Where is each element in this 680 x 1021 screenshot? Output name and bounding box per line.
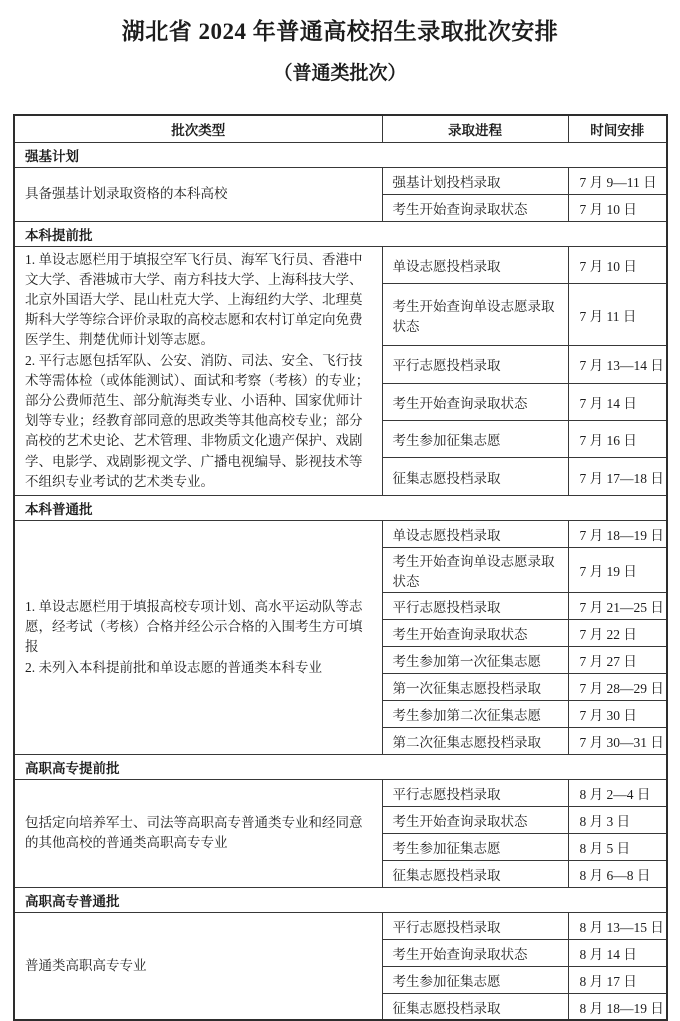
time-cell: 7 月 14 日 (568, 383, 667, 420)
batch-description (14, 520, 382, 754)
column-header-time: 时间安排 (568, 115, 667, 142)
time-cell: 8 月 18—19 日 (568, 993, 667, 1020)
section-header-row (14, 887, 667, 912)
section-header-row (14, 754, 667, 779)
description-paragraph: 1. 单设志愿栏用于填报空军飞行员、海军飞行员、香港中文大学、香港城市大学、南方科技大学、上海科技大学、北京外国语大学、昆山杜克大学、上海纽约大学、北理莫斯科大学等综合评价录取的高校志愿和农村订单定向免费医学生、荆楚优师计划等志愿。 (25, 251, 363, 348)
time-cell: 7 月 22 日 (568, 619, 667, 646)
time-cell: 7 月 10 日 (568, 194, 667, 221)
process-cell: 考生参加征集志愿 (382, 833, 568, 860)
section-header-row (14, 142, 667, 167)
process-cell: 征集志愿投档录取 (382, 860, 568, 887)
time-cell: 7 月 28—29 日 (568, 673, 667, 700)
process-cell: 第一次征集志愿投档录取 (382, 673, 568, 700)
time-cell: 7 月 19 日 (568, 547, 667, 592)
time-cell: 7 月 27 日 (568, 646, 667, 673)
time-cell: 7 月 17—18 日 (568, 458, 667, 495)
description-paragraph: 2. 平行志愿包括军队、公安、消防、司法、安全、飞行技术等需体检（或体能测试）、面试和考察（考核）的专业；部分公费师范生、部分航海类专业、小语种、国家优师计划等专业；经教育部同意的思政类等其他高校专业；部分高校的艺术史论、艺术管理、非物质文化遗产保护、戏剧学、电影学、戏剧影视文学、广播电视编导、影视技术等不组织专业考试的艺术类专业。 (25, 352, 370, 489)
time-cell: 7 月 18—19 日 (568, 520, 667, 547)
process-cell: 平行志愿投档录取 (382, 912, 568, 939)
description-paragraph: 包括定向培养军士、司法等高职高专普通类专业和经同意的其他高校的普通类高职高专专业 (25, 815, 363, 851)
time-cell: 7 月 11 日 (568, 283, 667, 345)
time-cell: 7 月 30—31 日 (568, 727, 667, 754)
column-header-batch-type: 批次类型 (14, 115, 382, 142)
description-paragraph: 2. 未列入本科提前批和单设志愿的普通类本科专业 (25, 659, 322, 675)
time-cell: 7 月 16 日 (568, 421, 667, 458)
section-header-row (14, 495, 667, 520)
process-cell: 考生开始查询单设志愿录取状态 (382, 547, 568, 592)
time-cell: 8 月 2—4 日 (568, 779, 667, 806)
batch-description (14, 167, 382, 221)
table-row (14, 246, 667, 283)
time-cell: 8 月 17 日 (568, 966, 667, 993)
process-cell: 考生开始查询录取状态 (382, 939, 568, 966)
batch-description (14, 246, 382, 495)
process-cell: 平行志愿投档录取 (382, 346, 568, 383)
description-paragraph: 1. 单设志愿栏用于填报高校专项计划、高水平运动队等志愿，经考试（考核）合格并经公示合格的入围考生方可填报 (25, 599, 363, 655)
process-cell: 强基计划投档录取 (382, 167, 568, 194)
process-cell: 征集志愿投档录取 (382, 458, 568, 495)
table-row (14, 520, 667, 547)
batch-schedule-table (13, 114, 668, 1021)
time-cell: 7 月 30 日 (568, 700, 667, 727)
page-subtitle: （普通类批次） (273, 63, 407, 84)
table-row (14, 167, 667, 194)
section-header-row (14, 221, 667, 246)
process-cell: 平行志愿投档录取 (382, 592, 568, 619)
time-cell: 7 月 21—25 日 (568, 592, 667, 619)
process-cell: 考生参加第二次征集志愿 (382, 700, 568, 727)
description-paragraph: 具备强基计划录取资格的本科高校 (25, 185, 228, 201)
process-cell: 单设志愿投档录取 (382, 520, 568, 547)
time-cell: 7 月 10 日 (568, 246, 667, 283)
section-title: 本科普通批 (14, 495, 667, 520)
batch-description (14, 912, 382, 1020)
process-cell: 考生开始查询单设志愿录取状态 (382, 283, 568, 345)
process-cell: 考生参加征集志愿 (382, 421, 568, 458)
time-cell: 8 月 3 日 (568, 806, 667, 833)
batch-description (14, 779, 382, 887)
time-cell: 8 月 5 日 (568, 833, 667, 860)
page-title: 湖北省 2024 年普通高校招生录取批次安排 (121, 19, 559, 44)
process-cell: 考生参加第一次征集志愿 (382, 646, 568, 673)
time-cell: 8 月 14 日 (568, 939, 667, 966)
section-title: 高职高专普通批 (14, 887, 667, 912)
process-cell: 考生开始查询录取状态 (382, 383, 568, 420)
column-header-process: 录取进程 (382, 115, 568, 142)
process-cell: 第二次征集志愿投档录取 (382, 727, 568, 754)
time-cell: 7 月 13—14 日 (568, 346, 667, 383)
table-row (14, 779, 667, 806)
description-paragraph: 普通类高职高专专业 (25, 958, 147, 974)
section-title: 高职高专提前批 (14, 754, 667, 779)
time-cell: 7 月 9—11 日 (568, 167, 667, 194)
table-header-row (14, 115, 667, 142)
time-cell: 8 月 13—15 日 (568, 912, 667, 939)
process-cell: 考生开始查询录取状态 (382, 194, 568, 221)
process-cell: 征集志愿投档录取 (382, 993, 568, 1020)
process-cell: 考生开始查询录取状态 (382, 806, 568, 833)
process-cell: 考生开始查询录取状态 (382, 619, 568, 646)
process-cell: 考生参加征集志愿 (382, 966, 568, 993)
table-row (14, 912, 667, 939)
section-title: 强基计划 (14, 142, 667, 167)
section-title: 本科提前批 (14, 221, 667, 246)
process-cell: 平行志愿投档录取 (382, 779, 568, 806)
process-cell: 单设志愿投档录取 (382, 246, 568, 283)
time-cell: 8 月 6—8 日 (568, 860, 667, 887)
